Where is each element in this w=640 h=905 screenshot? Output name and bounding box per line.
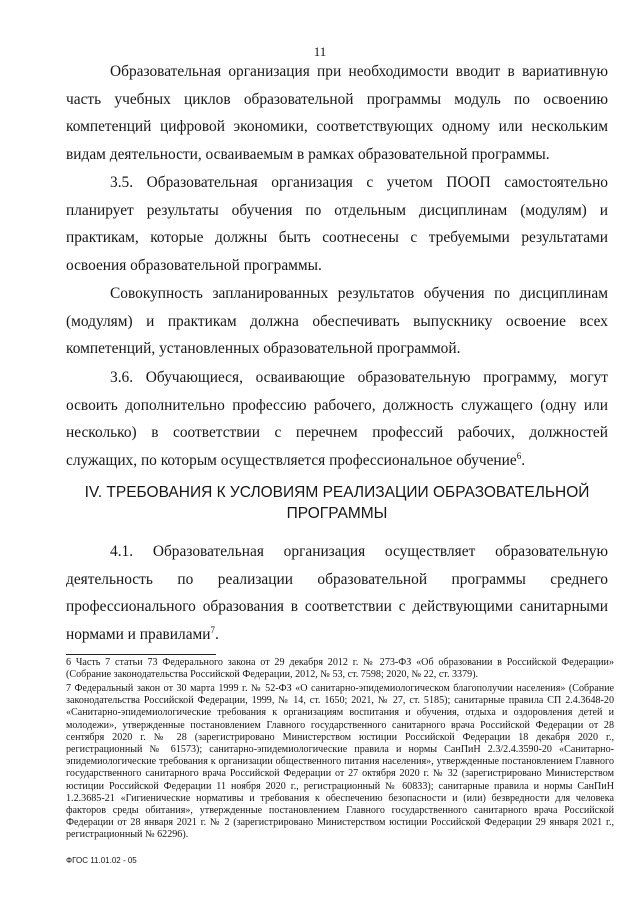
paragraph-3-6-text: 3.6. Обучающиеся, осваивающие образовательную программу, могут освоить дополнительно профессию рабочего, должность служащего (одну или несколько) в соответствии с перечнем профессий рабочих, должностей служащих, по которым осуществляется профессиональное обучение [66,369,608,469]
paragraph-digital-economy-module: Образовательная организация при необходимости вводит в вариативную часть учебных циклов образовательной программы модуль по освоению компетенций цифровой экономики, соответствующих одному или нескольким видам деятельности, осваиваемым в рамках образовательной программы. [66,63,608,163]
section-heading-line2: ПРОГРАММЫ [286,505,388,522]
paragraph-4-1 [66,538,608,648]
paragraph-3-6: 3.6. Обучающиеся, осваивающие образовательную программу, могут освоить дополнительно профессию рабочего, должность служащего (одну или несколько) в соответствии с перечнем профессий рабочих, должностей служащих, по которым осуществляется профессиональное обучение$^6$. [66,369,608,469]
footnote-ref-7: 7 [210,624,216,635]
section-heading [66,482,608,524]
paragraph-4-1-text: 4.1. Образовательная организация осуществляет образовательную деятельность по реализации образовательной программы среднего профессионального образования в соответствии с действующими санитарными нормами и правилами [66,543,608,643]
footnote-7: 7 Федеральный закон от 30 марта 1999 г. № 52-ФЗ «О санитарно-эпидемиологическом благополучии населения» (Собрание законодательства Российской Федерации, 1999, № 14, ст. 1650; 2021, № 27, ст. 5185); санитарные правила СП 2.4.3648-20 «Санитарно-эпидемиологические требования к организациям воспитания и обучения, отдыха и оздоровления детей и молодежи», утвержденные постановлением Главного государственного санитарного врача Российской Федерации от 28 сентября 2020 г. № 28 (зарегистрировано Министерством юстиции Российской Федерации 18 декабря 2020 г., регистрационный № 61573); санитарно-эпидемиологические правила и нормы СанПиН 2.3/2.4.3590-20 «Санитарно-эпидемиологические требования к организации общественного питания населения», утвержденные постановлением Главного государственного санитарного врача Российской Федерации от 27 октября 2020 г. № 32 (зарегистрировано Министерством юстиции Российской Федерации 11 ноября 2020 г., регистрационный № 60833); санитарные правила и нормы СанПиН 1.2.3685-21 «Гигиенические нормативы и требования к обеспечению безопасности и (или) безвредности для человека факторов среды обитания», утвержденные постановлением Главного государственного санитарного врача Российской Федерации от 28 января 2021 г. № 2 (зарегистрировано Министерством юстиции Российской Федерации 29 января 2021 г., регистрационный № 62296). [66,683,614,841]
paragraph-learning-outcomes: Совокупность запланированных результатов обучения по дисциплинам (модулям) и практикам должна обеспечивать выпускнику освоение всех компетенций, установленных образовательной программой. [66,285,608,358]
footer-code: ФГОС 11.01.02 - 05 [66,856,137,865]
page-number: 11 [313,44,327,59]
paragraph-4-1-end: . [215,625,219,643]
footnote-separator [66,654,216,655]
footnote-ref-6: 6 [516,450,522,461]
section-heading-line1: IV. ТРЕБОВАНИЯ К УСЛОВИЯМ РЕАЛИЗАЦИИ ОБРАЗОВАТЕЛЬНОЙ [84,484,590,501]
paragraph-3-5: 3.5. Образовательная организация с учетом ПООП самостоятельно планирует результаты обучения по отдельным дисциплинам (модулям) и практикам, которые должны быть соотнесены с требуемыми результатами освоения образовательной программы. [66,174,608,274]
footnote-6: 6 Часть 7 статьи 73 Федерального закона от 29 декабря 2012 г. № 273-ФЗ «Об образовании в Российской Федерации» (Собрание законодательства Российской Федерации, 2012, № 53, ст. 7598; 2020, № 22, ст. 3379). [66,657,614,681]
